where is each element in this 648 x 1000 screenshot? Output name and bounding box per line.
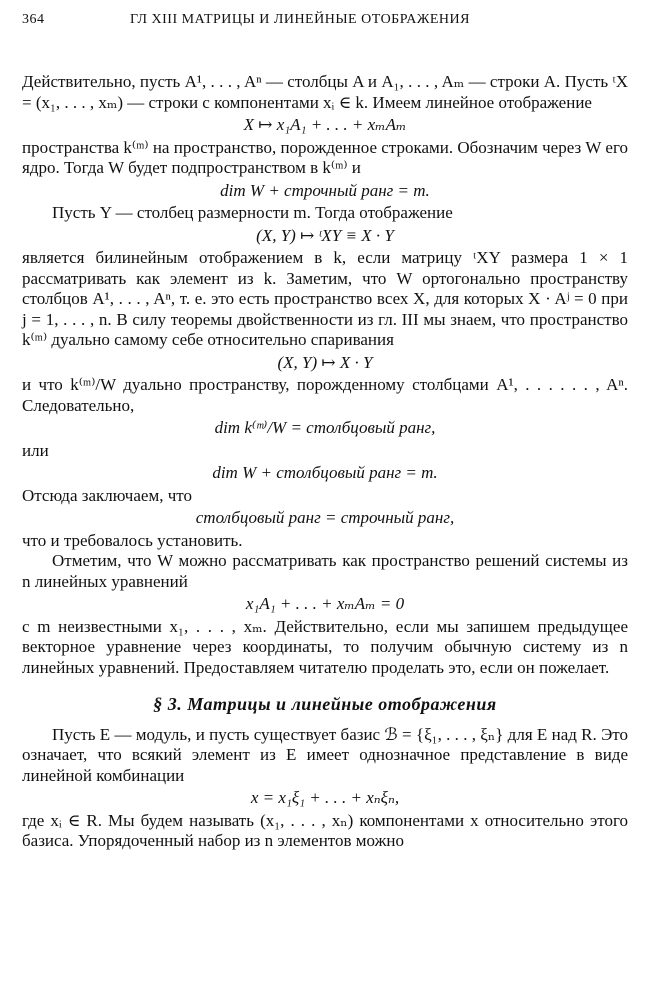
formula: dim W + столбцовый ранг = m.	[212, 463, 438, 482]
formula: X ↦ x₁A₁ + . . . + xₘAₘ	[243, 115, 407, 134]
formula: (X, Y) ↦ ᵗXY ≡ X · Y	[256, 225, 394, 245]
formula: dim k⁽ᵐ⁾/W = столбцовый ранг,	[214, 418, 436, 437]
paragraph: Отсюда заключаем, что	[22, 485, 192, 505]
formula: dim W + строчный ранг = m.	[220, 180, 430, 200]
running-head: ГЛ XIII МАТРИЦЫ И ЛИНЕЙНЫЕ ОТОБРАЖЕНИЯ	[130, 12, 470, 27]
paragraph: Отметим, что W можно рассматривать как пространство решений системы из n линейных уравнений	[22, 551, 628, 591]
paragraph: Пусть E — модуль, и пусть существует базис ℬ = {ξ₁, . . . , ξₙ} для E над R. Это означает, что всякий элемент из E имеет однозначное представление в виде линейной комбинации	[22, 724, 628, 785]
paragraph: или	[22, 440, 49, 460]
page-header	[22, 10, 628, 32]
section-title: § 3. Матрицы и линейные отображения	[153, 694, 497, 714]
formula: (X, Y) ↦ X · Y	[277, 352, 373, 372]
paragraph: пространства k⁽ᵐ⁾ на пространство, порожденное строками. Обозначим через W его ядро. Тогда W будет подпространством в k⁽ᵐ⁾ и	[22, 137, 629, 177]
formula: x = x₁ξ₁ + . . . + xₙξₙ,	[250, 788, 400, 807]
formula: столбцовый ранг = строчный ранг,	[195, 508, 455, 527]
paragraph: и что k⁽ᵐ⁾/W дуально пространству, порожденному столбцами A¹, . . . . . . , Aⁿ. Следовательно,	[22, 375, 628, 415]
page	[22, 10, 629, 850]
paragraph: Пусть Y — столбец размерности m. Тогда отображение	[52, 203, 453, 222]
paragraph: является билинейным отображением в k, если матрицу ᵗXY размера 1 × 1 рассматривать как элемент из k. Заметим, что W ортогонально пространству столбцов A¹, . . . , Aⁿ, т. е. это есть пространство всех X, для которых X · Aʲ = 0 при j = 1, . . . , n. В силу теоремы двойственности из гл. III мы знаем, что пространство k⁽ᵐ⁾ дуально самому себе относительно спаривания	[22, 248, 628, 349]
paragraph: где xᵢ ∈ R. Мы будем называть (x₁, . . . , xₙ) компонентами x относительно этого базиса. Упорядоченный набор из n элементов можно	[22, 810, 628, 850]
paragraph: что и требовалось установить.	[22, 530, 243, 550]
paragraph: с m неизвестными x₁, . . . , xₘ. Действительно, если мы запишем предыдущее векторное уравнение через координаты, то получим обычную систему из n линейных уравнений. Предоставляем читателю проделать это, если он пожелает.	[22, 616, 628, 677]
page-number: 364	[22, 12, 45, 27]
page-body	[22, 72, 628, 852]
paragraph: Действительно, пусть A¹, . . . , Aⁿ — столбцы A и A₁, . . . , Aₘ — строки A. Пусть ᵗX = (x₁, . . . , xₘ) — строки с компонентами xᵢ ∈ k. Имеем линейное отображение	[22, 72, 628, 112]
formula: x₁A₁ + . . . + xₘAₘ = 0	[245, 594, 405, 613]
